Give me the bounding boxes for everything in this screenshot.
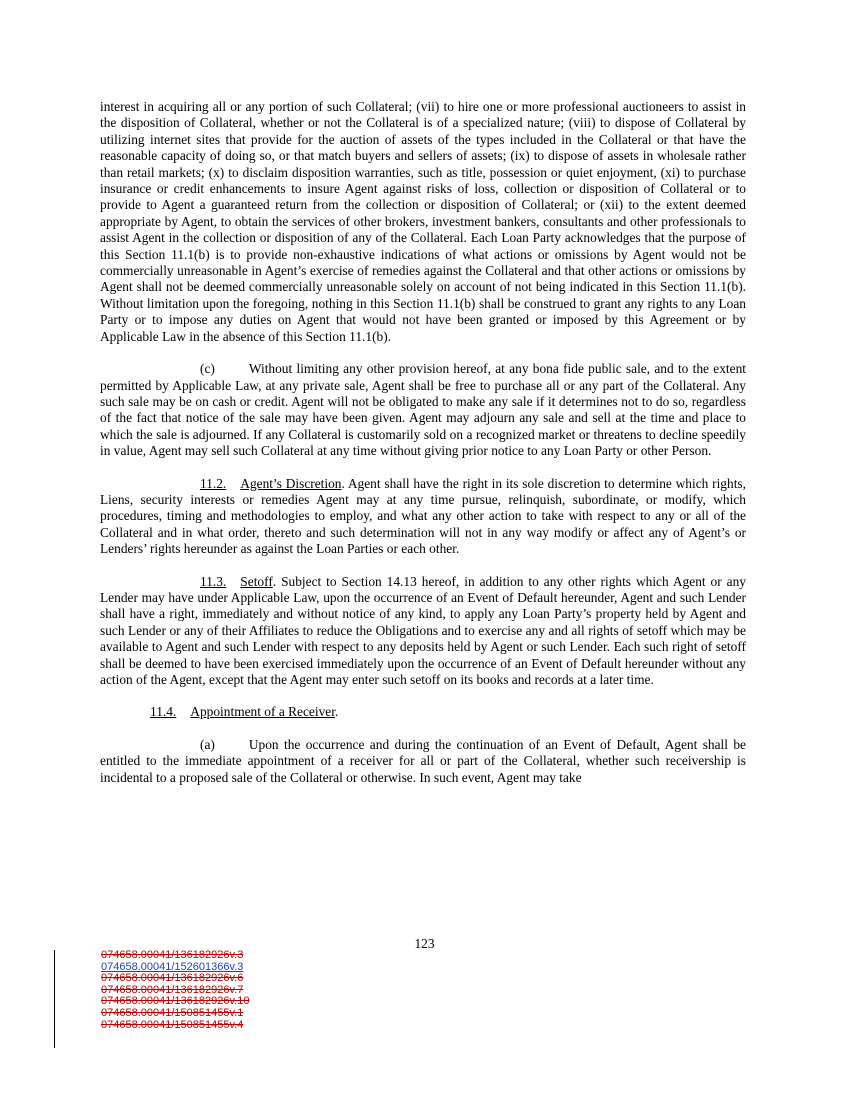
section-title: Agent’s Discretion <box>240 475 342 491</box>
doc-id-deleted: 074658.00041/136182926v.3 <box>101 949 244 961</box>
document-body <box>100 99 746 786</box>
paragraph-gap <box>100 345 746 361</box>
section-period: . <box>334 704 339 720</box>
paragraph-gap <box>100 558 746 574</box>
section-number: 11.2. <box>200 475 227 491</box>
doc-id-deleted: 074658.00041/150851455v.1 <box>101 1006 244 1019</box>
section-text: . Agent shall have the right in its sole discretion to determine which rights, Liens, security interests or remedies Agent may at any time pursue, relinquish, subordinate, or modify, which procedures, timing and methodologies to employ, and what any other action to take with respect to any or all of the Collateral and in what order, thereto and such determination will not in any way modify or affect any of Agent’s or Lenders’ rights hereunder as against the Loan Parties or each other. <box>100 475 746 557</box>
subsection-label: (c) <box>200 361 215 377</box>
doc-id-deleted: 074658.00041/136182926v.6 <box>101 972 244 985</box>
paragraph-11-1-b-continuation: interest in acquiring all or any portion of such Collateral; (vii) to hire one or more professional auctioneers to assist in the disposition of Collateral, whether or not the Collateral is of a specialized nature; (viii) to dispose of Collateral by utilizing internet sites that provide for the auction of assets of the types included in the Collateral or that have the reasonable capacity of doing so, or that match buyers and sellers of assets; (ix) to dispose of assets in wholesale rather than retail markets; (x) to disclaim disposition warranties, such as title, possession or quiet enjoyment, (xi) to purchase insurance or credit enhancements to insure Agent against risks of loss, collection or disposition of Collateral or to provide to Agent a guaranteed return from the collection or disposition of Collateral; or (xii) to the extent deemed appropriate by Agent, to obtain the services of other brokers, investment bankers, consultants and other professionals to assist Agent in the collection or disposition of any of the Collateral. Each Loan Party acknowledges that the purpose of this Section 11.1(b) is to provide non-exhaustive indications of what actions or omissions by Agent would not be commercially unreasonable in Agent’s exercise of remedies against the Collateral and that other actions or omissions by Agent shall not be deemed commercially unreasonable solely on account of not being indicated in this Section 11.1(b). Without limitation upon the foregoing, nothing in this Section 11.1(b) shall be construed to grant any rights to any Loan Party or to impose any duties on Agent that would not have been granted or imposed by this Agreement or by Applicable Law in the absence of this Section 11.1(b). <box>100 99 746 344</box>
paragraph-gap <box>100 721 746 737</box>
paragraph-gap <box>100 460 746 476</box>
document-id-stack <box>54 950 249 1048</box>
section-11-4-heading <box>100 704 746 720</box>
section-title: Appointment of a Receiver <box>190 704 335 720</box>
doc-id-deleted: 074658.00041/150851455v.4 <box>101 1018 244 1031</box>
paragraph-11-4-a <box>100 737 746 786</box>
section-number: 11.4. <box>150 704 177 720</box>
doc-id-deleted: 074658.00041/136182926v.7 <box>101 983 244 996</box>
paragraph-11-1-c <box>100 361 746 459</box>
subsection-label: (a) <box>200 736 215 752</box>
doc-id-inserted: 074658.00041/152601366v.3 <box>101 960 244 973</box>
section-number: 11.3. <box>200 573 227 589</box>
page-number: 123 <box>414 936 435 951</box>
section-11-2 <box>100 476 746 558</box>
section-text: . Subject to Section 14.13 hereof, in addition to any other rights which Agent or any Lender may have under Applicable Law, upon the occurrence of an Event of Default hereunder, Agent and such Lender shall have a right, immediately and without notice of any kind, to apply any Loan Party’s property held by Agent and such Lender or any of their Affiliates to reduce the Obligations and to exercise any and all rights of setoff which may be available to Agent and such Lender with respect to any deposits held by Agent or such Lender. Each such right of setoff shall be deemed to have been exercised immediately upon the occurrence of an Event of Default hereunder without any action of the Agent, except that the Agent may enter such setoff on its books and records at a later time. <box>100 573 746 687</box>
doc-id-deleted: 074658.00041/136182926v.10 <box>101 995 250 1008</box>
section-11-3 <box>100 574 746 689</box>
subsection-text: Upon the occurrence and during the continuation of an Event of Default, Agent shall be entitled to the immediate appointment of a receiver for all or part of the Collateral, whether such receivership is incidental to a proposed sale of the Collateral or otherwise. In such event, Agent may take <box>100 736 746 785</box>
section-title: Setoff <box>240 573 273 589</box>
subsection-text: Without limiting any other provision hereof, at any bona fide public sale, and to the extent permitted by Applicable Law, at any private sale, Agent shall be free to purchase all or any part of the Collateral. Any such sale may be on cash or credit. Agent will not be obligated to make any sale if it determines not to do so, regardless of the fact that notice of the sale may have been given. Agent may adjourn any sale and sell at the time and place to which the sale is adjourned. If any Collateral is customarily sold on a recognized market or threatens to decline speedily in value, Agent may sell such Collateral at any time without giving prior notice to any Loan Party or other Person. <box>100 361 746 459</box>
paragraph-gap <box>100 688 746 704</box>
